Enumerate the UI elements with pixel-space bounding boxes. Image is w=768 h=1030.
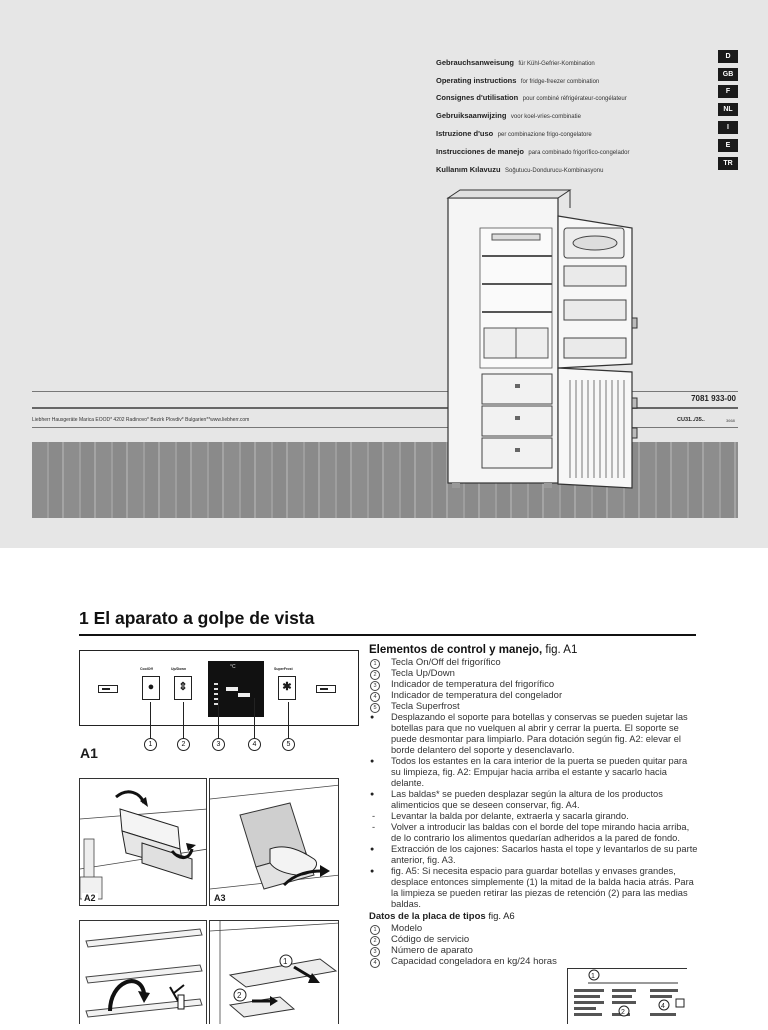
plate-item: [369, 956, 559, 967]
language-row-i: [436, 123, 738, 137]
language-subtitle: pour combiné réfrigérateur-congélateur: [522, 96, 627, 102]
callout-number: 4: [248, 738, 261, 751]
language-row-tr: [436, 159, 738, 173]
display-unit: °C: [230, 664, 236, 670]
rating-plate-illustration: [568, 969, 688, 1025]
callout-line: [218, 698, 219, 740]
language-row-de: [436, 52, 738, 66]
callout-number: 2: [177, 738, 190, 751]
plate-figure-ref: fig. A6: [488, 911, 515, 922]
item-text: Tecla Up/Down: [391, 668, 455, 679]
control-item: [369, 701, 699, 712]
item-number: 3: [370, 681, 380, 691]
control-item: [369, 690, 699, 701]
item-text: Código de servicio: [391, 934, 470, 945]
status-led-right: [316, 685, 336, 693]
section-rule: [79, 634, 696, 636]
section-title: 1 El aparato a golpe de vista: [79, 608, 315, 628]
bullet-item: ● Desplazando el soporte para botellas y conservas se pueden sujetar las botellas para que no vuelquen al abrir y cerrar la puerta. El soporte se puede desmontar para limpiarlo. Para dotación según fig. A2: elevar el borde delantero del soporte y desenclavarlo.: [369, 712, 699, 756]
item-number: 1: [370, 659, 380, 669]
manual-page: [0, 548, 768, 1024]
language-code-badge: TR: [718, 157, 738, 170]
item-number: 2: [370, 670, 380, 680]
print-code: 3668: [726, 418, 735, 423]
plate-item: [369, 934, 559, 945]
item-number: 4: [370, 692, 380, 702]
dash-item: - Levantar la balda por delante, extraerla y sacarla girando.: [369, 811, 699, 822]
language-code-badge: NL: [718, 103, 738, 116]
controls-heading: [369, 644, 699, 656]
item-text: Indicador de temperatura del frigorífico: [391, 679, 555, 690]
language-title: Kullanım Kılavuzu: [436, 165, 501, 174]
drawer-removal-illustration: [210, 779, 339, 906]
model-number: CU31../35..: [677, 417, 705, 423]
bullet-item: ● Extracción de los cajones: Sacarlos hasta el tope y levantarlos de su parte anterior, fig. A3.: [369, 844, 699, 866]
temperature-display: [208, 661, 264, 717]
language-subtitle: para combinado frigorífico-congelador: [528, 150, 630, 156]
superfrost-key: ✱: [278, 676, 296, 700]
callout-line: [183, 702, 184, 740]
control-panel-figure: [79, 650, 359, 726]
control-item: [369, 668, 699, 679]
updown-key: ⇕: [174, 676, 192, 700]
control-item: [369, 679, 699, 690]
language-row-e: [436, 141, 738, 155]
onoff-key: ●: [142, 676, 160, 700]
language-code-badge: GB: [718, 68, 738, 81]
item-text: Modelo: [391, 923, 423, 934]
document-number: 7081 933-00: [691, 394, 736, 403]
bullet-item: ● Las baldas* se pueden desplazar según la altura de los productos alimenticios que se deseen conservar, fig. A4.: [369, 789, 699, 811]
language-row-f: [436, 87, 738, 101]
plate-item: [369, 945, 559, 956]
dash-item: - Volver a introducir las baldas con el borde del tope mirando hacia arriba, de lo contrario los alimentos quedarían adheridos a la pared de fondo.: [369, 822, 699, 844]
language-title: Gebrauchsanweisung: [436, 58, 514, 67]
language-subtitle: Soğutucu-Dondurucu-Kombinasyonu: [505, 168, 604, 174]
figure-a5: [209, 920, 339, 1024]
language-subtitle: per combinazione frigo-congelatore: [497, 132, 592, 138]
language-title: Gebruiksaanwijzing: [436, 111, 507, 120]
figure-label-a3: A3: [214, 893, 226, 903]
language-code-badge: I: [718, 121, 738, 134]
fridge-illustration: [440, 188, 640, 494]
plate-heading: [369, 911, 699, 922]
language-subtitle: voor koel-vries-combinatie: [510, 114, 581, 120]
language-code-badge: F: [718, 85, 738, 98]
figure-a4: [79, 920, 207, 1024]
svg-text:4: 4: [661, 1003, 665, 1010]
language-title: Instrucciones de manejo: [436, 147, 524, 156]
half-shelf-illustration: [210, 921, 339, 1024]
item-text: Tecla Superfrost: [391, 701, 460, 712]
callout-line: [150, 702, 151, 740]
updown-key-label: Up/Down: [171, 667, 187, 671]
item-number: 2: [370, 936, 380, 946]
language-subtitle: for fridge-freezer combination: [520, 79, 600, 85]
item-number: 4: [370, 958, 380, 968]
callout-number: 5: [282, 738, 295, 751]
shelf-tilt-illustration: [80, 921, 207, 1024]
svg-text:2: 2: [621, 1009, 625, 1016]
callout-number: 3: [212, 738, 225, 751]
callout-line: [254, 698, 255, 740]
callout-line: [288, 702, 289, 740]
figure-label-a1: A1: [80, 745, 98, 761]
rating-plate-figure: [567, 968, 687, 1024]
controls-figure-ref: fig. A1: [545, 644, 578, 656]
controls-heading-text: Elementos de control y manejo,: [369, 644, 543, 656]
superfrost-key-label: SuperFrost: [274, 667, 293, 671]
status-led-left: [98, 685, 118, 693]
language-row-nl: [436, 105, 738, 119]
language-title: Operating instructions: [436, 76, 517, 85]
item-number: 1: [370, 925, 380, 935]
item-text: Capacidad congeladora en kg/24 horas: [391, 956, 557, 967]
item-text: Indicador de temperatura del congelador: [391, 690, 563, 701]
item-number: 5: [370, 703, 380, 713]
svg-text:2: 2: [237, 991, 242, 1000]
bullet-item: ● fig. A5: Si necesita espacio para guardar botellas y envases grandes, desplace entonces simplemente (1) la mitad de la balda hacia atrás. Para la limpieza se pueden retirar las piezas de retención (2) para las medias baldas.: [369, 866, 699, 910]
language-subtitle: für Kühl-Gefrier-Kombination: [518, 61, 595, 67]
svg-text:1: 1: [591, 973, 595, 980]
figure-a2: [79, 778, 207, 906]
language-title: Istruzione d'uso: [436, 129, 494, 138]
language-code-badge: D: [718, 50, 738, 63]
description-column: [369, 644, 699, 967]
figure-label-a2: A2: [84, 893, 96, 903]
language-title: Consignes d'utilisation: [436, 93, 519, 102]
control-item: [369, 657, 699, 668]
door-shelf-illustration: [80, 779, 207, 906]
bullet-item: ● Todos los estantes en la cara interior de la puerta se pueden quitar para su limpieza, fig. A2: Empujar hacia arriba el estante y sacarlo hacia delante.: [369, 756, 699, 789]
onoff-key-label: CoolOff: [140, 667, 153, 671]
callout-number: 1: [144, 738, 157, 751]
item-number: 3: [370, 947, 380, 957]
plate-heading-text: Datos de la placa de tipos: [369, 911, 486, 922]
plate-item: [369, 923, 559, 934]
manufacturer-line: Liebherr Hausgeräte Marica EOOD* 4202 Radinovo* Bezirk Plovdiv* Bulgarien**www.liebherr.com: [32, 417, 250, 423]
figure-a3: [209, 778, 339, 906]
svg-text:1: 1: [283, 957, 288, 966]
language-row-gb: [436, 70, 738, 84]
item-text: Número de aparato: [391, 945, 473, 956]
item-text: Tecla On/Off del frigorífico: [391, 657, 501, 668]
language-code-badge: E: [718, 139, 738, 152]
plate-list: [369, 923, 559, 967]
